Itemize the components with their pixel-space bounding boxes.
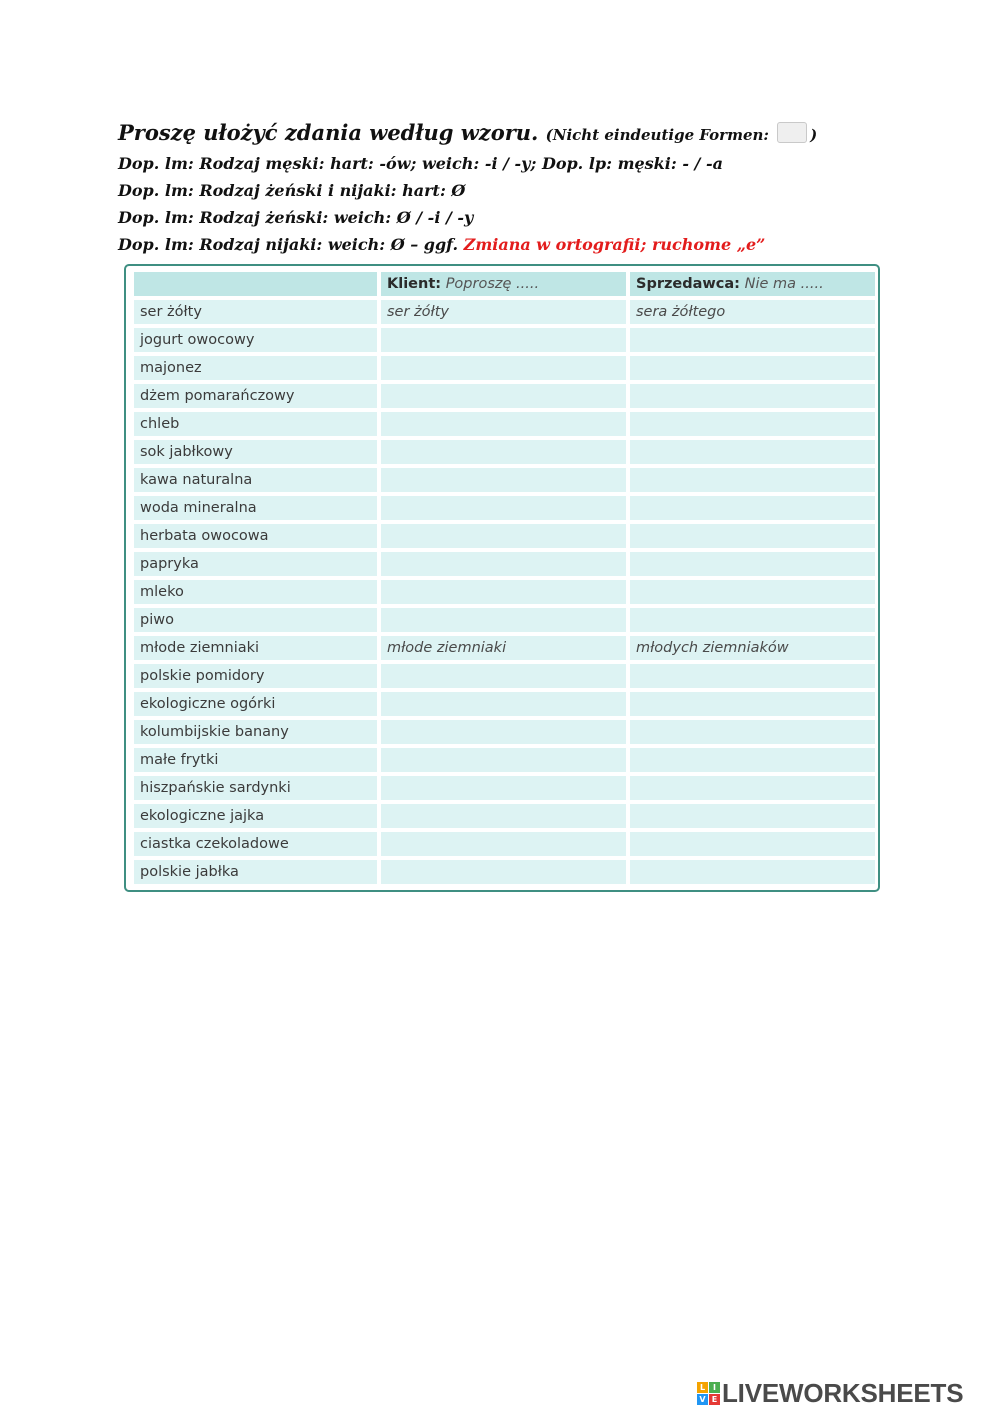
item-cell: majonez xyxy=(134,356,377,380)
seller-answer-cell[interactable] xyxy=(630,664,875,688)
header-seller-label: Sprzedawca: xyxy=(636,276,740,292)
item-cell: piwo xyxy=(134,608,377,632)
item-cell: jogurt owocowy xyxy=(134,328,377,352)
logo-icon-square: I xyxy=(709,1382,720,1393)
client-answer-cell[interactable] xyxy=(381,748,626,772)
seller-answer-cell[interactable] xyxy=(630,552,875,576)
client-answer-cell[interactable] xyxy=(381,552,626,576)
ambiguous-forms-note xyxy=(546,126,818,144)
item-cell: chleb xyxy=(134,412,377,436)
rule-line-2: Dop. lm: Rodzaj żeński i nijaki: hart: Ø xyxy=(118,181,466,200)
liveworksheets-logo-text: LIVEWORKSHEETS xyxy=(722,1377,964,1408)
item-cell: młode ziemniaki xyxy=(134,636,377,660)
item-cell: ekologiczne jajka xyxy=(134,804,377,828)
item-cell: ekologiczne ogórki xyxy=(134,692,377,716)
client-answer-cell[interactable] xyxy=(381,776,626,800)
seller-answer-cell: sera żółtego xyxy=(630,300,875,324)
header-client-phrase: Poproszę ..... xyxy=(445,276,540,292)
client-answer-cell[interactable] xyxy=(381,692,626,716)
liveworksheets-logo-icon xyxy=(697,1382,720,1405)
liveworksheets-logo xyxy=(697,1377,964,1408)
client-answer-cell[interactable] xyxy=(381,356,626,380)
instructions xyxy=(118,118,898,258)
seller-answer-cell: młodych ziemniaków xyxy=(630,636,875,660)
note-prefix: (Nicht eindeutige Formen: xyxy=(545,126,769,144)
seller-answer-cell[interactable] xyxy=(630,692,875,716)
header-client-label: Klient: xyxy=(387,276,442,292)
rule-line-1: Dop. lm: Rodzaj męski: hart: -ów; weich: -i / -y; Dop. lp: męski: - / -a xyxy=(118,154,723,173)
instructions-title-line xyxy=(118,118,898,150)
header-seller xyxy=(630,272,875,296)
client-answer-cell[interactable] xyxy=(381,804,626,828)
item-cell: polskie jabłka xyxy=(134,860,377,884)
seller-answer-cell[interactable] xyxy=(630,776,875,800)
logo-icon-square: V xyxy=(697,1394,708,1405)
logo-icon-square: E xyxy=(709,1394,720,1405)
client-answer-cell[interactable] xyxy=(381,468,626,492)
client-answer-cell[interactable] xyxy=(381,524,626,548)
item-cell: hiszpańskie sardynki xyxy=(134,776,377,800)
rule-line-4-text: Dop. lm: Rodzaj nijaki: weich: Ø – ggf. xyxy=(118,235,459,254)
seller-answer-cell[interactable] xyxy=(630,748,875,772)
item-cell: małe frytki xyxy=(134,748,377,772)
client-answer-cell: młode ziemniaki xyxy=(381,636,626,660)
client-answer-cell[interactable] xyxy=(381,608,626,632)
seller-answer-cell[interactable] xyxy=(630,468,875,492)
item-cell: dżem pomarańczowy xyxy=(134,384,377,408)
item-cell: woda mineralna xyxy=(134,496,377,520)
note-suffix: ) xyxy=(810,126,818,144)
rule-line-4 xyxy=(118,231,898,258)
seller-answer-cell[interactable] xyxy=(630,384,875,408)
item-cell: kawa naturalna xyxy=(134,468,377,492)
seller-answer-cell[interactable] xyxy=(630,580,875,604)
rule-line-3: Dop. lm: Rodzaj żeński: weich: Ø / -i / -y xyxy=(118,208,474,227)
client-answer-cell[interactable] xyxy=(381,664,626,688)
client-answer-cell[interactable] xyxy=(381,384,626,408)
seller-answer-cell[interactable] xyxy=(630,720,875,744)
seller-answer-cell[interactable] xyxy=(630,804,875,828)
item-cell: kolumbijskie banany xyxy=(134,720,377,744)
seller-answer-cell[interactable] xyxy=(630,440,875,464)
client-answer-cell[interactable] xyxy=(381,440,626,464)
instructions-title: Proszę ułożyć zdania według wzoru. xyxy=(118,120,539,145)
seller-answer-cell[interactable] xyxy=(630,356,875,380)
exercise-grid xyxy=(134,272,870,884)
client-answer-cell[interactable] xyxy=(381,720,626,744)
item-cell: mleko xyxy=(134,580,377,604)
client-answer-cell[interactable] xyxy=(381,412,626,436)
ambiguous-form-sample-box xyxy=(777,122,807,143)
client-answer-cell[interactable] xyxy=(381,860,626,884)
client-answer-cell[interactable] xyxy=(381,328,626,352)
logo-icon-square: L xyxy=(697,1382,708,1393)
item-cell: polskie pomidory xyxy=(134,664,377,688)
client-answer-cell[interactable] xyxy=(381,496,626,520)
seller-answer-cell[interactable] xyxy=(630,496,875,520)
seller-answer-cell[interactable] xyxy=(630,328,875,352)
seller-answer-cell[interactable] xyxy=(630,860,875,884)
seller-answer-cell[interactable] xyxy=(630,412,875,436)
exercise-table xyxy=(124,264,880,892)
item-cell: papryka xyxy=(134,552,377,576)
item-cell: ciastka czekoladowe xyxy=(134,832,377,856)
seller-answer-cell[interactable] xyxy=(630,524,875,548)
seller-answer-cell[interactable] xyxy=(630,832,875,856)
spelling-change-note: Zmiana w ortografii; ruchome „e” xyxy=(463,235,766,254)
header-client xyxy=(381,272,626,296)
client-answer-cell[interactable] xyxy=(381,580,626,604)
item-cell: ser żółty xyxy=(134,300,377,324)
client-answer-cell[interactable] xyxy=(381,832,626,856)
client-answer-cell: ser żółty xyxy=(381,300,626,324)
item-cell: herbata owocowa xyxy=(134,524,377,548)
header-seller-phrase: Nie ma ..... xyxy=(744,276,824,292)
item-cell: sok jabłkowy xyxy=(134,440,377,464)
header-item xyxy=(134,272,377,296)
seller-answer-cell[interactable] xyxy=(630,608,875,632)
